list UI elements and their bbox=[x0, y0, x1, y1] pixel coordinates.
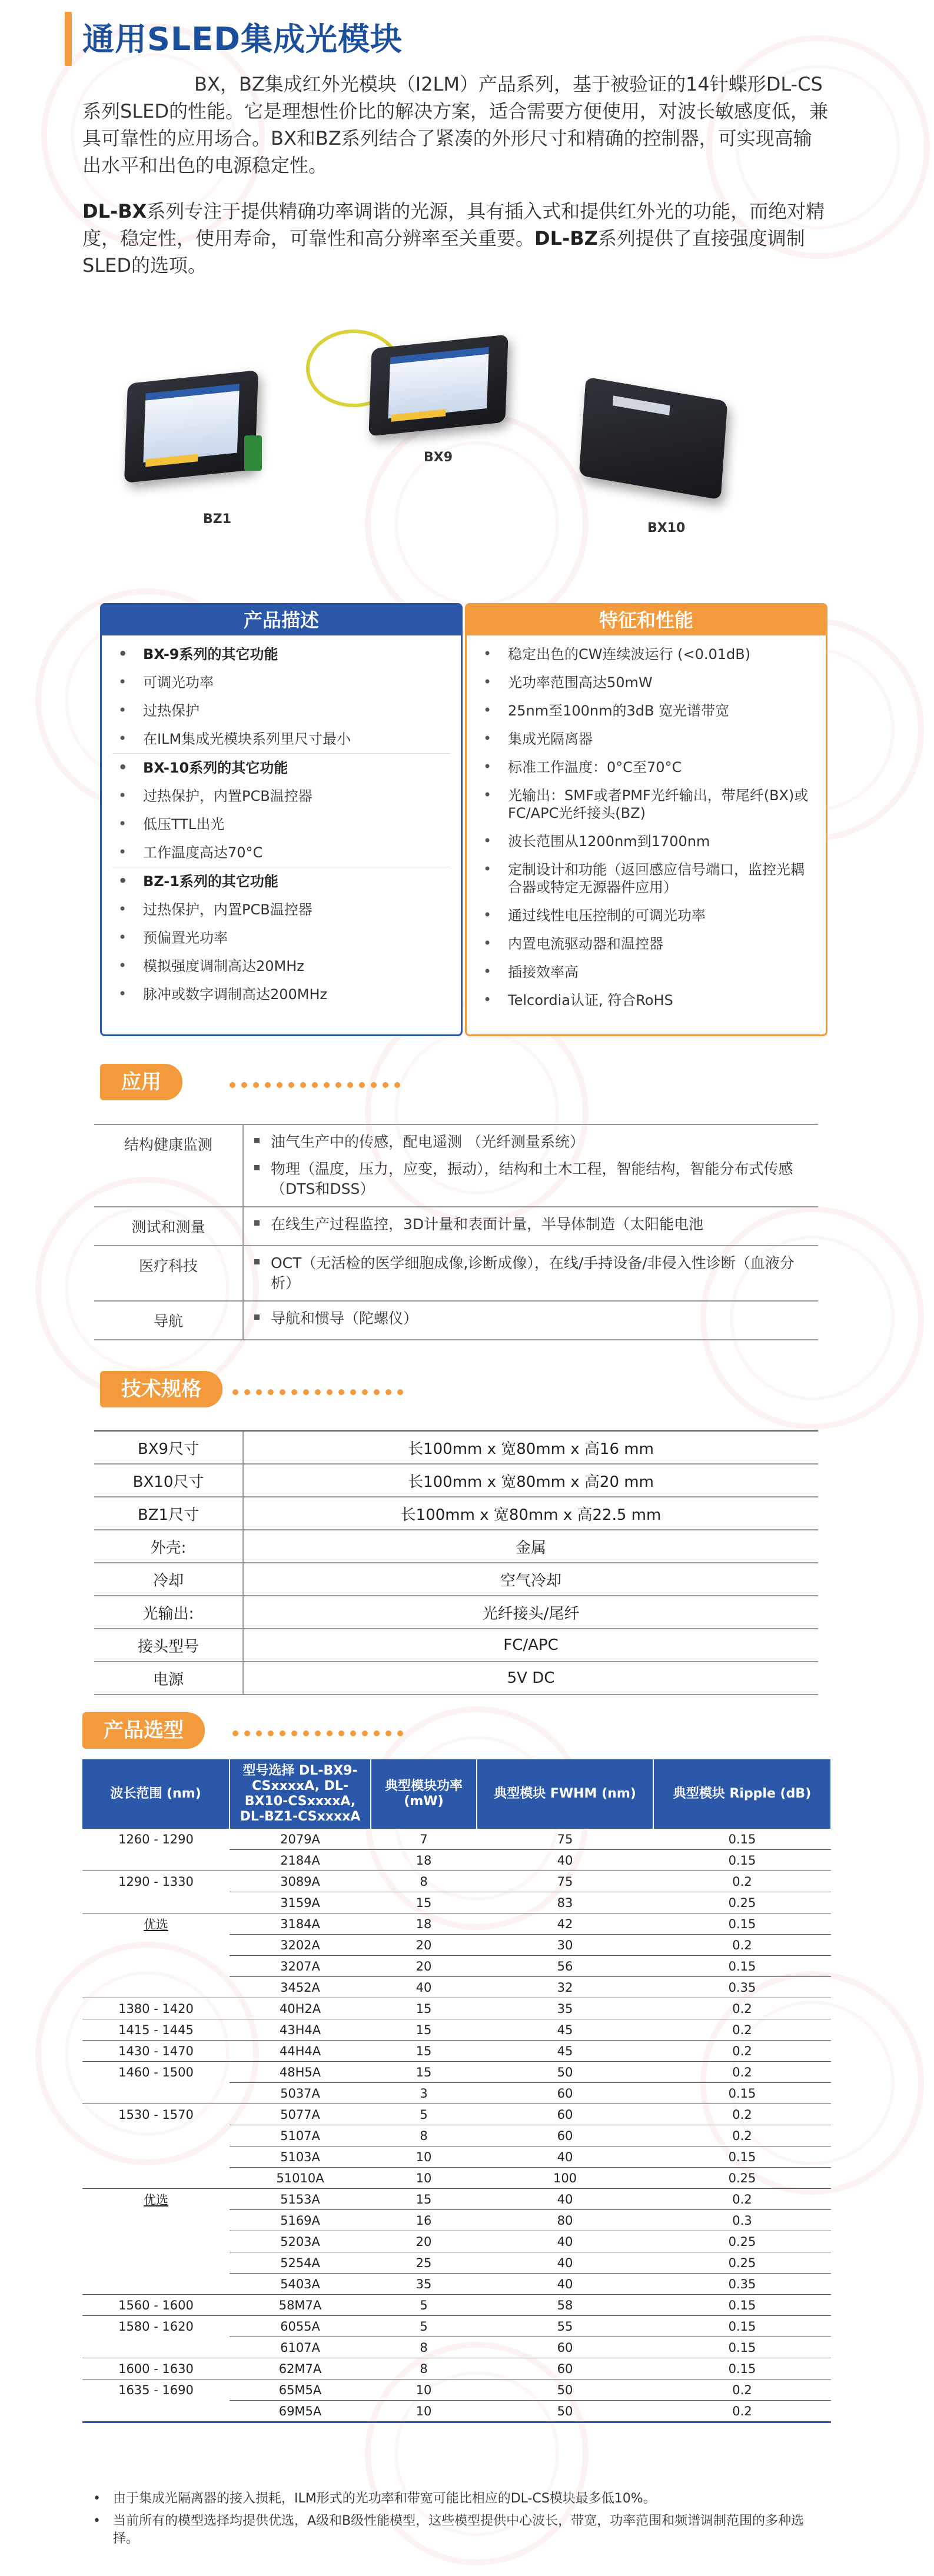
cell-model: 5077A bbox=[230, 2104, 371, 2125]
table-row bbox=[82, 1956, 831, 1977]
app-value: OCT（无活检的医学细胞成像,诊断成像），在线/手持设备/非侵入性诊断（血液分析） bbox=[250, 1250, 812, 1297]
title-accent-bar bbox=[65, 12, 72, 66]
cell-fwhm: 100 bbox=[477, 2168, 653, 2189]
wavelength-label: 1380 - 1420 bbox=[118, 2001, 194, 2016]
bx10-module-graphic bbox=[579, 377, 728, 500]
cell-power: 10 bbox=[371, 2401, 477, 2422]
bz1-module-graphic bbox=[124, 370, 258, 483]
intro-text-bz: 系列提供了直接强度调制SLED的选项。 bbox=[82, 227, 805, 277]
table-row bbox=[82, 2062, 831, 2083]
cell-ripple: 0.2 bbox=[653, 2041, 831, 2062]
wavelength-label: 1580 - 1620 bbox=[118, 2319, 194, 2334]
cell-power: 10 bbox=[371, 2146, 477, 2168]
feature-item: • 定制设计和功能（返回感应信号端口，监控光耦合器或特定无源器件应用） bbox=[477, 856, 815, 901]
intro-bold-bz: DL-BZ bbox=[534, 227, 598, 249]
spec-value: 长100mm x 宽80mm x 高22.5 mm bbox=[243, 1497, 818, 1530]
cell-fwhm: 50 bbox=[477, 2379, 653, 2401]
cell-model: 5403A bbox=[230, 2274, 371, 2295]
cell-wavelength bbox=[82, 2358, 230, 2379]
table-row bbox=[94, 1124, 818, 1207]
cell-ripple: 0.15 bbox=[653, 2316, 831, 2337]
cell-ripple: 0.2 bbox=[653, 2125, 831, 2146]
cell-wavelength bbox=[82, 2083, 230, 2104]
cell-wavelength bbox=[82, 2041, 230, 2062]
cell-fwhm: 35 bbox=[477, 1998, 653, 2019]
cell-wavelength bbox=[82, 1998, 230, 2019]
spec-key: BZ1尺寸 bbox=[94, 1497, 243, 1530]
cell-power: 15 bbox=[371, 2041, 477, 2062]
cell-wavelength bbox=[82, 2295, 230, 2316]
cell-power: 15 bbox=[371, 1892, 477, 1913]
cell-model: 62M7A bbox=[230, 2358, 371, 2379]
table-row bbox=[82, 1871, 831, 1892]
wavelength-label: 优选 bbox=[144, 2192, 168, 2207]
cell-power: 10 bbox=[371, 2379, 477, 2401]
product-image-bz1 bbox=[127, 377, 262, 494]
cell-power: 3 bbox=[371, 2083, 477, 2104]
cell-power: 15 bbox=[371, 2019, 477, 2041]
cell-model: 5254A bbox=[230, 2252, 371, 2274]
caption-bx10: BX10 bbox=[647, 521, 686, 535]
desc-item: • 预偏置光功率 bbox=[112, 924, 450, 952]
cell-power: 18 bbox=[371, 1913, 477, 1935]
table-row bbox=[94, 1662, 818, 1695]
product-description-box bbox=[100, 603, 463, 1036]
spec-value: FC/APC bbox=[243, 1629, 818, 1662]
wavelength-label: 1560 - 1600 bbox=[118, 2298, 194, 2312]
desc-item: • 工作温度高达70°C bbox=[112, 838, 450, 867]
cell-model: 69M5A bbox=[230, 2401, 371, 2422]
applications-heading: 应用 bbox=[100, 1064, 182, 1100]
cell-wavelength bbox=[82, 1977, 230, 1998]
cell-wavelength bbox=[82, 1956, 230, 1977]
feature-item: • 通过线性电压控制的可调光功率 bbox=[477, 901, 815, 930]
cell-fwhm: 45 bbox=[477, 2019, 653, 2041]
table-row bbox=[82, 2125, 831, 2146]
spec-value: 长100mm x 宽80mm x 高16 mm bbox=[243, 1431, 818, 1465]
cell-wavelength bbox=[82, 2379, 230, 2401]
cell-fwhm: 60 bbox=[477, 2125, 653, 2146]
cell-fwhm: 30 bbox=[477, 1935, 653, 1956]
wavelength-label: 优选 bbox=[144, 1917, 168, 1932]
wavelength-label: 1430 - 1470 bbox=[118, 2044, 194, 2058]
cell-model: 58M7A bbox=[230, 2295, 371, 2316]
cell-power: 20 bbox=[371, 1935, 477, 1956]
cell-fwhm: 40 bbox=[477, 2231, 653, 2252]
feature-item: • 25nm至100nm的3dB 宽光谱带宽 bbox=[477, 697, 815, 725]
cell-fwhm: 50 bbox=[477, 2401, 653, 2422]
table-row bbox=[82, 2104, 831, 2125]
app-category: 测试和测量 bbox=[94, 1207, 243, 1246]
table-row bbox=[82, 1935, 831, 1956]
footnotes bbox=[88, 2490, 830, 2552]
cell-ripple: 0.2 bbox=[653, 2104, 831, 2125]
table-row bbox=[82, 2231, 831, 2252]
module-screen-graphic bbox=[388, 347, 489, 419]
cell-fwhm: 75 bbox=[477, 1829, 653, 1850]
wavelength-label: 1260 - 1290 bbox=[118, 1832, 194, 1846]
spec-key: 光输出: bbox=[94, 1596, 243, 1629]
cell-ripple: 0.15 bbox=[653, 1829, 831, 1850]
desc-item: • 脉冲或数字调制高达200MHz bbox=[112, 980, 450, 1009]
cell-wavelength bbox=[82, 2316, 230, 2337]
cell-power: 15 bbox=[371, 2062, 477, 2083]
table-row bbox=[82, 2316, 831, 2337]
cell-model: 3159A bbox=[230, 1892, 371, 1913]
cell-fwhm: 56 bbox=[477, 1956, 653, 1977]
cell-model: 44H4A bbox=[230, 2041, 371, 2062]
cell-model: 3202A bbox=[230, 1935, 371, 1956]
page-title: 通用SLED集成光模块 bbox=[82, 21, 403, 58]
table-row bbox=[82, 2252, 831, 2274]
caption-bz1: BZ1 bbox=[203, 512, 232, 527]
app-value: 导航和惯导（陀螺仪） bbox=[250, 1305, 812, 1332]
col-header-wavelength: 波长范围 (nm) bbox=[82, 1759, 230, 1829]
table-row bbox=[94, 1629, 818, 1662]
feature-item: • 标准工作温度：0°C至70°C bbox=[477, 753, 815, 781]
cell-model: 3452A bbox=[230, 1977, 371, 1998]
table-row bbox=[82, 1829, 831, 1850]
product-description-header: 产品描述 bbox=[102, 605, 461, 635]
cell-wavelength bbox=[82, 2210, 230, 2231]
app-category: 医疗科技 bbox=[94, 1246, 243, 1301]
cell-ripple: 0.25 bbox=[653, 2252, 831, 2274]
cell-power: 16 bbox=[371, 2210, 477, 2231]
selection-table bbox=[82, 1759, 832, 2423]
cell-ripple: 0.25 bbox=[653, 2168, 831, 2189]
wavelength-label: 1635 - 1690 bbox=[118, 2382, 194, 2397]
cell-wavelength bbox=[82, 2146, 230, 2168]
cell-ripple: 0.2 bbox=[653, 2189, 831, 2210]
cell-ripple: 0.2 bbox=[653, 1998, 831, 2019]
heading-dots bbox=[232, 1728, 409, 1735]
table-row bbox=[82, 1913, 831, 1935]
wavelength-label: 1600 - 1630 bbox=[118, 2361, 194, 2376]
bx9-module-graphic bbox=[368, 334, 508, 436]
cell-power: 5 bbox=[371, 2104, 477, 2125]
desc-item: • 可调光功率 bbox=[112, 668, 450, 697]
cell-model: 5169A bbox=[230, 2210, 371, 2231]
cell-ripple: 0.2 bbox=[653, 1935, 831, 1956]
cell-model: 2184A bbox=[230, 1850, 371, 1871]
cell-model: 65M5A bbox=[230, 2379, 371, 2401]
applications-section-header bbox=[100, 1064, 453, 1100]
wavelength-label: 1290 - 1330 bbox=[118, 1874, 194, 1889]
table-row bbox=[82, 2337, 831, 2358]
table-row bbox=[94, 1497, 818, 1530]
cell-ripple: 0.2 bbox=[653, 2019, 831, 2041]
cell-power: 8 bbox=[371, 2125, 477, 2146]
table-row bbox=[94, 1563, 818, 1596]
cell-power: 20 bbox=[371, 2231, 477, 2252]
selection-section-header bbox=[82, 1712, 459, 1749]
desc-group-title: • BX-9系列的其它功能 bbox=[112, 640, 450, 668]
app-values bbox=[243, 1207, 818, 1246]
app-value: 物理（温度，压力，应变，振动），结构和土木工程，智能结构，智能分布式传感（DTS和DSS） bbox=[250, 1156, 812, 1203]
cell-ripple: 0.15 bbox=[653, 2083, 831, 2104]
cell-wavelength bbox=[82, 1829, 230, 1850]
cell-wavelength bbox=[82, 2231, 230, 2252]
cell-fwhm: 40 bbox=[477, 2252, 653, 2274]
intro-text-bx: 系列专注于提供精确功率调谐的光源，具有插入式和提供红外光的功能，而绝对精度，稳定性，使用寿命，可靠性和高分辨率至关重要。 bbox=[82, 200, 825, 249]
cell-wavelength bbox=[82, 1913, 230, 1935]
table-row bbox=[82, 2210, 831, 2231]
desc-item: • 过热保护，内置PCB温控器 bbox=[112, 782, 450, 810]
features-header: 特征和性能 bbox=[467, 605, 826, 635]
cell-ripple: 0.15 bbox=[653, 2358, 831, 2379]
cell-wavelength bbox=[82, 1892, 230, 1913]
app-values bbox=[243, 1124, 818, 1207]
cell-power: 35 bbox=[371, 2274, 477, 2295]
feature-item: • 插接效率高 bbox=[477, 958, 815, 986]
intro-bold-bx: DL-BX bbox=[82, 200, 147, 222]
cell-model: 5107A bbox=[230, 2125, 371, 2146]
cell-ripple: 0.2 bbox=[653, 2401, 831, 2422]
cell-fwhm: 60 bbox=[477, 2358, 653, 2379]
cell-model: 3184A bbox=[230, 1913, 371, 1935]
cell-fwhm: 42 bbox=[477, 1913, 653, 1935]
footnote: • 当前所有的模型选择均提供优选，A级和B级性能模型，这些模型提供中心波长，带宽，功率范围和频谱调制范围的多种选择。 bbox=[88, 2512, 830, 2548]
table-row bbox=[82, 2274, 831, 2295]
app-category: 结构健康监测 bbox=[94, 1124, 243, 1207]
specs-section-header bbox=[100, 1371, 453, 1407]
cell-model: 5153A bbox=[230, 2189, 371, 2210]
cell-model: 51010A bbox=[230, 2168, 371, 2189]
cell-ripple: 0.3 bbox=[653, 2210, 831, 2231]
footnote: • 由于集成光隔离器的接入损耗，ILM形式的光功率和带宽可能比相应的DL-CS模块最多低10%。 bbox=[88, 2490, 830, 2508]
table-row bbox=[82, 2083, 831, 2104]
wavelength-label: 1530 - 1570 bbox=[118, 2107, 194, 2122]
module-label-graphic bbox=[613, 395, 670, 415]
cell-power: 8 bbox=[371, 2358, 477, 2379]
table-row bbox=[94, 1530, 818, 1563]
table-row bbox=[94, 1246, 818, 1301]
cell-model: 6055A bbox=[230, 2316, 371, 2337]
heading-dots bbox=[232, 1386, 409, 1393]
spec-value: 金属 bbox=[243, 1530, 818, 1563]
cell-wavelength bbox=[82, 2337, 230, 2358]
col-header-power: 典型模块功率 (mW) bbox=[371, 1759, 477, 1829]
features-box bbox=[465, 603, 827, 1036]
table-header-row bbox=[82, 1759, 831, 1829]
intro-paragraph-1: BX，BZ集成红外光模块（I2LM）产品系列，基于被验证的14针蝶形DL-CS系列SLED的性能。它是理想性价比的解决方案，适合需要方便使用，对波长敏感度低，兼具可靠性的应用场合。BX和BZ系列结合了紧凑的外形尺寸和精确的控制器，可实现高输出水平和出色的电源稳定性。 bbox=[82, 73, 829, 177]
cell-fwhm: 83 bbox=[477, 1892, 653, 1913]
table-row bbox=[94, 1301, 818, 1340]
cell-model: 3207A bbox=[230, 1956, 371, 1977]
cell-power: 20 bbox=[371, 1956, 477, 1977]
cell-fwhm: 80 bbox=[477, 2210, 653, 2231]
intro-paragraph-2 bbox=[82, 198, 830, 279]
cell-ripple: 0.15 bbox=[653, 1850, 831, 1871]
feature-item: • 波长范围从1200nm到1700nm bbox=[477, 827, 815, 856]
spec-value: 空气冷却 bbox=[243, 1563, 818, 1596]
table-row bbox=[82, 1977, 831, 1998]
cell-ripple: 0.35 bbox=[653, 1977, 831, 1998]
connector-graphic bbox=[244, 435, 262, 471]
cell-wavelength bbox=[82, 2189, 230, 2210]
caption-bx9: BX9 bbox=[424, 450, 453, 465]
cell-wavelength bbox=[82, 2104, 230, 2125]
feature-item: • 集成光隔离器 bbox=[477, 725, 815, 753]
cell-wavelength bbox=[82, 2401, 230, 2422]
specs-table bbox=[94, 1430, 818, 1695]
cell-ripple: 0.25 bbox=[653, 2231, 831, 2252]
app-category: 导航 bbox=[94, 1301, 243, 1340]
table-row bbox=[82, 2019, 831, 2041]
specs-heading: 技术规格 bbox=[100, 1371, 222, 1407]
cell-model: 5203A bbox=[230, 2231, 371, 2252]
app-values bbox=[243, 1246, 818, 1301]
cell-ripple: 0.15 bbox=[653, 2295, 831, 2316]
cell-fwhm: 40 bbox=[477, 1850, 653, 1871]
cell-ripple: 0.15 bbox=[653, 1913, 831, 1935]
desc-item: • 在ILM集成光模块系列里尺寸最小 bbox=[112, 725, 450, 753]
cell-fwhm: 50 bbox=[477, 2062, 653, 2083]
cell-power: 8 bbox=[371, 1871, 477, 1892]
table-row bbox=[94, 1207, 818, 1246]
col-header-ripple: 典型模块 Ripple (dB) bbox=[653, 1759, 831, 1829]
table-row bbox=[82, 2189, 831, 2210]
cell-power: 7 bbox=[371, 1829, 477, 1850]
spec-key: BX10尺寸 bbox=[94, 1464, 243, 1497]
cell-wavelength bbox=[82, 2019, 230, 2041]
cell-model: 43H4A bbox=[230, 2019, 371, 2041]
cell-wavelength bbox=[82, 1871, 230, 1892]
table-row bbox=[82, 2358, 831, 2379]
desc-group-title: • BZ-1系列的其它功能 bbox=[112, 867, 450, 896]
col-header-fwhm: 典型模块 FWHM (nm) bbox=[477, 1759, 653, 1829]
table-row bbox=[94, 1431, 818, 1465]
table-row bbox=[82, 2146, 831, 2168]
table-row bbox=[82, 1850, 831, 1871]
wavelength-label: 1460 - 1500 bbox=[118, 2065, 194, 2079]
app-value: 在线生产过程监控，3D计量和表面计量，半导体制造（太阳能电池 bbox=[250, 1211, 812, 1238]
table-row bbox=[82, 2401, 831, 2422]
spec-value: 光纤接头/尾纤 bbox=[243, 1596, 818, 1629]
wavelength-label: 1415 - 1445 bbox=[118, 2022, 194, 2037]
desc-item: • 过热保护，内置PCB温控器 bbox=[112, 896, 450, 924]
cell-model: 48H5A bbox=[230, 2062, 371, 2083]
cell-power: 10 bbox=[371, 2168, 477, 2189]
col-header-model: 型号选择 DL-BX9-CSxxxxA, DL-BX10-CSxxxxA, DL-BZ1-CSxxxxA bbox=[230, 1759, 371, 1829]
cell-fwhm: 75 bbox=[477, 1871, 653, 1892]
cell-ripple: 0.15 bbox=[653, 1956, 831, 1977]
cell-model: 40H2A bbox=[230, 1998, 371, 2019]
table-row bbox=[94, 1464, 818, 1497]
cell-fwhm: 40 bbox=[477, 2189, 653, 2210]
cell-power: 40 bbox=[371, 1977, 477, 1998]
cell-fwhm: 60 bbox=[477, 2083, 653, 2104]
cell-ripple: 0.35 bbox=[653, 2274, 831, 2295]
table-row bbox=[94, 1596, 818, 1629]
cell-wavelength bbox=[82, 2274, 230, 2295]
cell-power: 15 bbox=[371, 1998, 477, 2019]
feature-item: • 内置电流驱动器和温控器 bbox=[477, 930, 815, 958]
cell-power: 5 bbox=[371, 2295, 477, 2316]
cell-fwhm: 58 bbox=[477, 2295, 653, 2316]
spec-key: 电源 bbox=[94, 1662, 243, 1695]
desc-item: • 模拟强度调制高达20MHz bbox=[112, 952, 450, 980]
cell-model: 2079A bbox=[230, 1829, 371, 1850]
cell-wavelength bbox=[82, 1935, 230, 1956]
features-list bbox=[477, 640, 815, 1014]
table-row bbox=[82, 1998, 831, 2019]
product-description-list bbox=[112, 640, 450, 1009]
cell-model: 5037A bbox=[230, 2083, 371, 2104]
desc-item: • 低压TTL出光 bbox=[112, 810, 450, 838]
cell-ripple: 0.25 bbox=[653, 1892, 831, 1913]
feature-item: • 光输出：SMF或者PMF光纤输出，带尾纤(BX)或FC/APC光纤接头(BZ) bbox=[477, 781, 815, 827]
cell-fwhm: 60 bbox=[477, 2104, 653, 2125]
cell-ripple: 0.15 bbox=[653, 2146, 831, 2168]
cell-wavelength bbox=[82, 1850, 230, 1871]
cell-fwhm: 45 bbox=[477, 2041, 653, 2062]
spec-key: BX9尺寸 bbox=[94, 1431, 243, 1465]
cell-power: 18 bbox=[371, 1850, 477, 1871]
cell-model: 6107A bbox=[230, 2337, 371, 2358]
cell-ripple: 0.2 bbox=[653, 1871, 831, 1892]
cell-power: 25 bbox=[371, 2252, 477, 2274]
spec-key: 外壳: bbox=[94, 1530, 243, 1563]
desc-item: • 过热保护 bbox=[112, 697, 450, 725]
product-image-bx10 bbox=[583, 388, 736, 506]
cell-power: 5 bbox=[371, 2316, 477, 2337]
cell-fwhm: 55 bbox=[477, 2316, 653, 2337]
feature-item: • 光功率范围高达50mW bbox=[477, 668, 815, 697]
spec-value: 长100mm x 宽80mm x 高20 mm bbox=[243, 1464, 818, 1497]
table-row bbox=[82, 2168, 831, 2189]
selection-table-body bbox=[82, 1829, 831, 2422]
cell-power: 15 bbox=[371, 2189, 477, 2210]
spec-value: 5V DC bbox=[243, 1662, 818, 1695]
cell-ripple: 0.15 bbox=[653, 2337, 831, 2358]
table-row bbox=[82, 2041, 831, 2062]
cell-fwhm: 32 bbox=[477, 1977, 653, 1998]
cell-fwhm: 40 bbox=[477, 2274, 653, 2295]
table-row bbox=[82, 1892, 831, 1913]
cell-power: 8 bbox=[371, 2337, 477, 2358]
cell-ripple: 0.2 bbox=[653, 2379, 831, 2401]
cell-fwhm: 40 bbox=[477, 2146, 653, 2168]
cell-fwhm: 60 bbox=[477, 2337, 653, 2358]
table-row bbox=[82, 2379, 831, 2401]
cell-wavelength bbox=[82, 2252, 230, 2274]
app-value: 油气生产中的传感，配电遥测 （光纤测量系统） bbox=[250, 1129, 812, 1156]
product-image-bx9 bbox=[306, 318, 518, 447]
spec-key: 接头型号 bbox=[94, 1629, 243, 1662]
app-values bbox=[243, 1301, 818, 1340]
cell-model: 3089A bbox=[230, 1871, 371, 1892]
spec-key: 冷却 bbox=[94, 1563, 243, 1596]
applications-table bbox=[94, 1124, 818, 1340]
feature-item: • Telcordia认证, 符合RoHS bbox=[477, 986, 815, 1014]
cell-wavelength bbox=[82, 2125, 230, 2146]
cell-ripple: 0.2 bbox=[653, 2062, 831, 2083]
table-row bbox=[82, 2295, 831, 2316]
desc-group-title: • BX-10系列的其它功能 bbox=[112, 754, 450, 782]
feature-item: • 稳定出色的CW连续波运行 (<0.01dB) bbox=[477, 640, 815, 668]
cell-wavelength bbox=[82, 2168, 230, 2189]
selection-heading: 产品选型 bbox=[82, 1712, 205, 1749]
cell-wavelength bbox=[82, 2062, 230, 2083]
cell-model: 5103A bbox=[230, 2146, 371, 2168]
heading-dots bbox=[230, 1079, 406, 1086]
module-screen-graphic bbox=[143, 384, 240, 462]
